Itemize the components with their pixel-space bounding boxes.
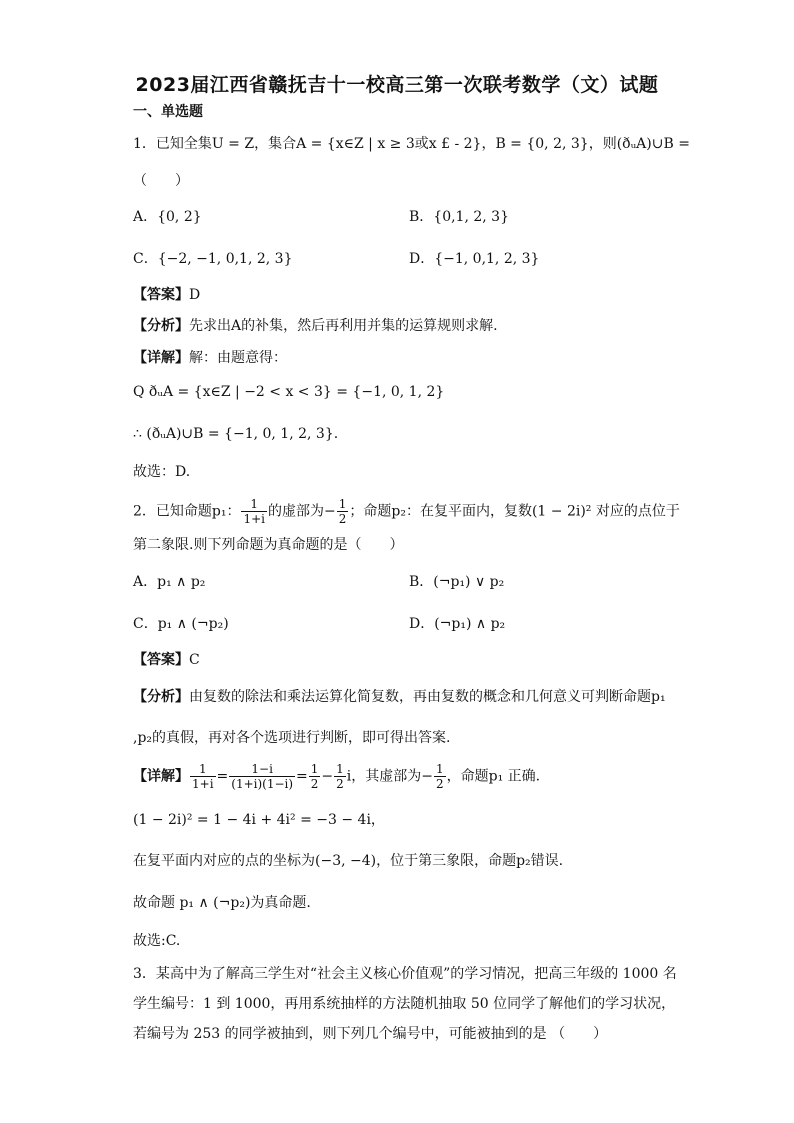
answer-value: D [189, 287, 201, 303]
q2-stem-part-a: 2．已知命题p₁： [133, 503, 241, 520]
fraction-denominator: (1+i)(1−i) [231, 777, 294, 791]
q1-option-b: B．{0,1, 2, 3} [409, 209, 509, 225]
analysis-tag: 【分析】 [133, 689, 189, 705]
q2-option-d: D．(¬p₁) ∧ p₂ [409, 616, 506, 632]
q1-blank: （ ） [133, 173, 189, 189]
fraction [190, 762, 216, 791]
detail-text: i，其虚部为− [346, 768, 434, 785]
q2-conclusion: 故选:C. [133, 933, 181, 949]
fraction-numerator: 1−i [229, 762, 295, 777]
q2-analysis [133, 688, 666, 706]
fraction [241, 497, 267, 526]
analysis-text: 先求出A的补集，然后再利用并集的运算规则求解. [189, 318, 498, 334]
fraction [334, 762, 346, 791]
q1-option-c: C．{−2, −1, 0,1, 2, 3} [133, 251, 293, 267]
detail-tag: 【详解】 [133, 768, 189, 785]
q1-step-2: ∴ (ðᵤA)∪B = {−1, 0, 1, 2, 3}. [133, 426, 339, 442]
q1-detail [133, 349, 287, 367]
fraction-denominator: 2 [338, 512, 347, 526]
q1-answer [133, 286, 200, 304]
q3-line-3: 若编号为 253 的同学被抽到，则下列几个编号中，可能被抽到的是 （ ） [133, 1026, 608, 1042]
answer-tag: 【答案】 [133, 287, 189, 303]
q1-option-a: A．{0, 2} [133, 209, 202, 225]
q2-option-a: A．p₁ ∧ p₂ [133, 574, 206, 590]
q2-step-2: 在复平面内对应的点的坐标为(−3, −4)，位于第三象限，命题p₂错误. [133, 853, 564, 869]
minus-sign: − [321, 768, 334, 785]
fraction-numerator: 1 [241, 497, 267, 512]
page-title: 2023届江西省赣抚吉十一校高三第一次联考数学（文）试题 [135, 74, 659, 96]
section-heading: 一、单选题 [133, 104, 203, 120]
fraction-numerator: 1 [310, 762, 319, 776]
fraction-numerator: 1 [336, 762, 344, 776]
fraction-denominator: 1+i [243, 512, 266, 526]
fraction-numerator: 1 [190, 762, 216, 777]
answer-tag: 【答案】 [133, 652, 189, 668]
q2-stem-line-2: 第二象限.则下列命题为真命题的是（ ） [133, 537, 404, 553]
analysis-text: 由复数的除法和乘法运算化简复数，再由复数的概念和几何意义可判断命题p₁ [189, 689, 666, 705]
fraction-denominator: 1+i [192, 777, 214, 791]
q2-option-b: B．(¬p₁) ∨ p₂ [409, 574, 505, 590]
fraction [434, 762, 446, 791]
q2-analysis-line-2: ,p₂的真假，再对各个选项进行判断，即可得出答案. [133, 730, 451, 746]
fraction [229, 762, 295, 791]
q2-step-3: 故命题 p₁ ∧ (¬p₂)为真命题. [133, 895, 311, 911]
equals-sign: = [216, 768, 229, 785]
detail-tag: 【详解】 [133, 350, 189, 366]
q2-answer [133, 651, 200, 669]
detail-text: ，命题p₁ 正确. [446, 768, 541, 785]
q1-conclusion: 故选：D. [133, 464, 191, 480]
q1-option-d: D．{−1, 0,1, 2, 3} [409, 251, 540, 267]
equals-sign: = [296, 768, 308, 785]
q2-stem [133, 497, 680, 526]
q1-analysis [133, 317, 498, 335]
fraction [337, 497, 349, 526]
detail-text: 解：由题意得： [189, 350, 287, 366]
fraction [309, 762, 321, 791]
q2-detail [133, 762, 540, 791]
analysis-tag: 【分析】 [133, 318, 189, 334]
q2-option-c: C．p₁ ∧ (¬p₂) [133, 616, 229, 632]
q2-stem-part-c: ；命题p₂：在复平面内，复数(1 − 2i)² 对应的点位于 [349, 503, 680, 520]
q3-line-2: 学生编号：1 到 1000，再用系统抽样的方法随机抽取 50 位同学了解他们的学习状况， [133, 996, 676, 1012]
fraction-denominator: 2 [336, 777, 344, 791]
q2-stem-part-b: 的虚部为− [268, 503, 336, 520]
fraction-denominator: 2 [436, 777, 444, 791]
q1-step-1: Q ðᵤA = {x∈Z | −2 < x < 3} = {−1, 0, 1, 2} [133, 384, 445, 400]
q1-stem: 1．已知全集U = Z，集合A = {x∈Z | x ≥ 3或x £ - 2}，B = {0, 2, 3}，则(ðᵤA)∪B = [133, 136, 690, 152]
q3-line-1: 3．某高中为了解高三学生对“社会主义核心价值观”的学习情况，把高三年级的 1000 名 [133, 966, 677, 982]
fraction-numerator: 1 [338, 497, 347, 511]
fraction-numerator: 1 [436, 762, 444, 776]
answer-value: C [189, 652, 200, 668]
q2-step-1: (1 − 2i)² = 1 − 4i + 4i² = −3 − 4i， [133, 812, 385, 828]
fraction-denominator: 2 [310, 777, 319, 791]
